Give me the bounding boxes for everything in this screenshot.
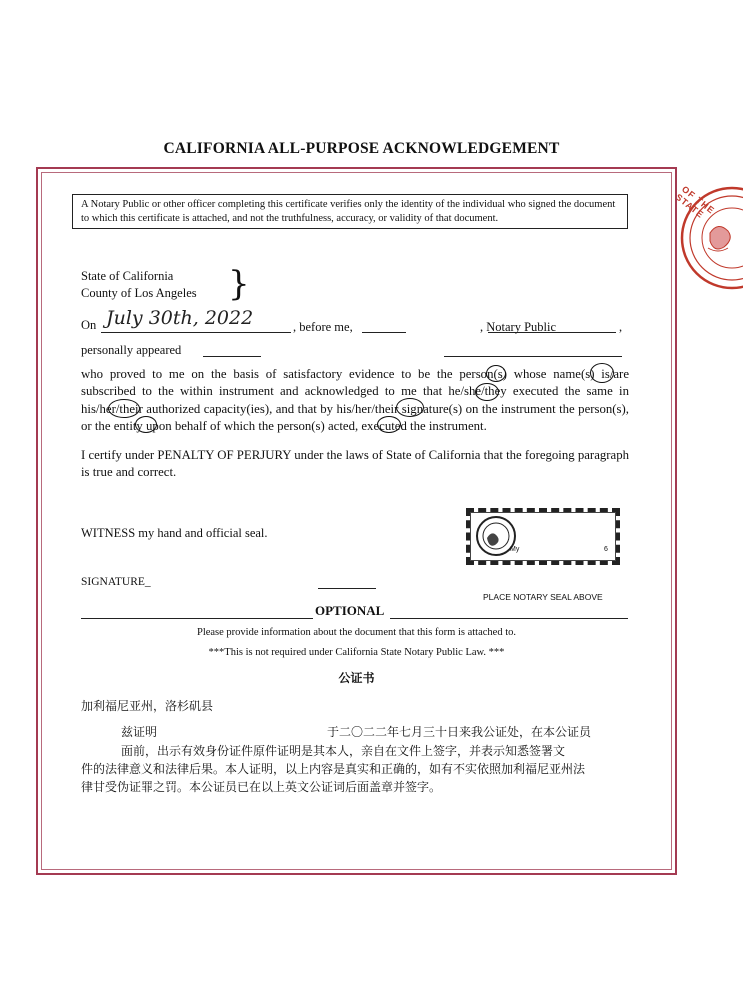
state-seal xyxy=(673,178,743,298)
chinese-line3: 件的法律意义和法律后果。本人证明，以上内容是真实和正确的，如有不实依照加利福尼亚州法 xyxy=(81,762,586,776)
before-me-blank xyxy=(362,331,406,333)
venue-brace: } xyxy=(228,264,250,304)
venue-state: State of California xyxy=(81,269,174,283)
circle-mark-she xyxy=(475,383,499,401)
circle-mark-person-s-2 xyxy=(135,416,157,433)
signature-label: SIGNATURE_ xyxy=(81,576,151,588)
chinese-line2: 面前，出示有效身份证件原件证明是其本人，亲自在文件上签字，并表示知悉签署文 xyxy=(121,744,566,758)
optional-rule-right xyxy=(390,617,628,619)
notice-box: A Notary Public or other officer completing this certificate verifies only the identity of the individual who signed the document to which this certificate is attached, and not the truthfulness, accuracy, or validity of that document. xyxy=(72,194,628,229)
document-title: CALIFORNIA ALL-PURPOSE ACKNOWLEDGEMENT xyxy=(163,140,560,157)
optional-note: ***This is not required under California State Notary Public Law. *** xyxy=(208,647,505,658)
appeared-blank-2 xyxy=(444,355,622,357)
appeared-blank-1 xyxy=(203,355,261,357)
before-me-label: , before me, xyxy=(293,320,353,334)
signature-blank[interactable] xyxy=(318,587,376,589)
chinese-line1-left: 兹证明 xyxy=(121,725,158,739)
chinese-heading: 公证书 xyxy=(338,671,375,685)
trailing-comma: , xyxy=(619,320,623,334)
state-seal-text: OF THE STATE xyxy=(673,184,717,221)
chinese-line4: 律甘受伪证罪之罚。本公证员已在以上英文公证词后面盖章并签字。 xyxy=(81,780,442,794)
optional-info: Please provide information about the document that this form is attached to. xyxy=(196,627,516,638)
handwritten-date[interactable]: July 30th, 2022 xyxy=(106,307,254,329)
venue-county: County of Los Angeles xyxy=(81,286,197,300)
circle-mark-is xyxy=(590,363,614,383)
notary-public-label: , Notary Public xyxy=(480,320,557,334)
seal-caption: PLACE NOTARY SEAL ABOVE xyxy=(483,592,603,602)
circle-mark-person-s-3 xyxy=(377,416,401,433)
chinese-line1-right: 于二〇二二年七月三十日来我公证处，在本公证员 xyxy=(327,725,592,739)
on-label: On xyxy=(81,318,97,332)
date-underline xyxy=(101,331,291,333)
circle-mark-her-2 xyxy=(396,398,424,417)
optional-heading: OPTIONAL xyxy=(315,603,385,618)
optional-rule-left xyxy=(81,617,313,619)
certify-paragraph: I certify under PENALTY OF PERJURY under the laws of State of California that the foregoing paragraph is true and correct. xyxy=(81,448,630,480)
circle-mark-her xyxy=(108,399,140,418)
notary-name-blank xyxy=(488,331,616,333)
seal-mark-right: 6 xyxy=(604,546,608,553)
acknowledgement-paragraph: who proved to me on the basis of satisfactory evidence to be the person(s) whose name(s) is/are subscribed to the within instrument and acknowledged to me that he/she/they executed the same in his/her/their authorized capacity(ies), and that by his/her/their signature(s) on the instrument the person(s), or the entity upon behalf of which the person(s) acted, executed the instrument. xyxy=(81,367,629,433)
personally-appeared-label: personally appeared xyxy=(81,343,182,357)
witness-text: WITNESS my hand and official seal. xyxy=(81,526,268,540)
seal-mark-left: My xyxy=(510,546,520,553)
circle-mark-person-s xyxy=(486,365,506,382)
chinese-venue: 加利福尼亚州，洛杉矶县 xyxy=(81,699,214,713)
